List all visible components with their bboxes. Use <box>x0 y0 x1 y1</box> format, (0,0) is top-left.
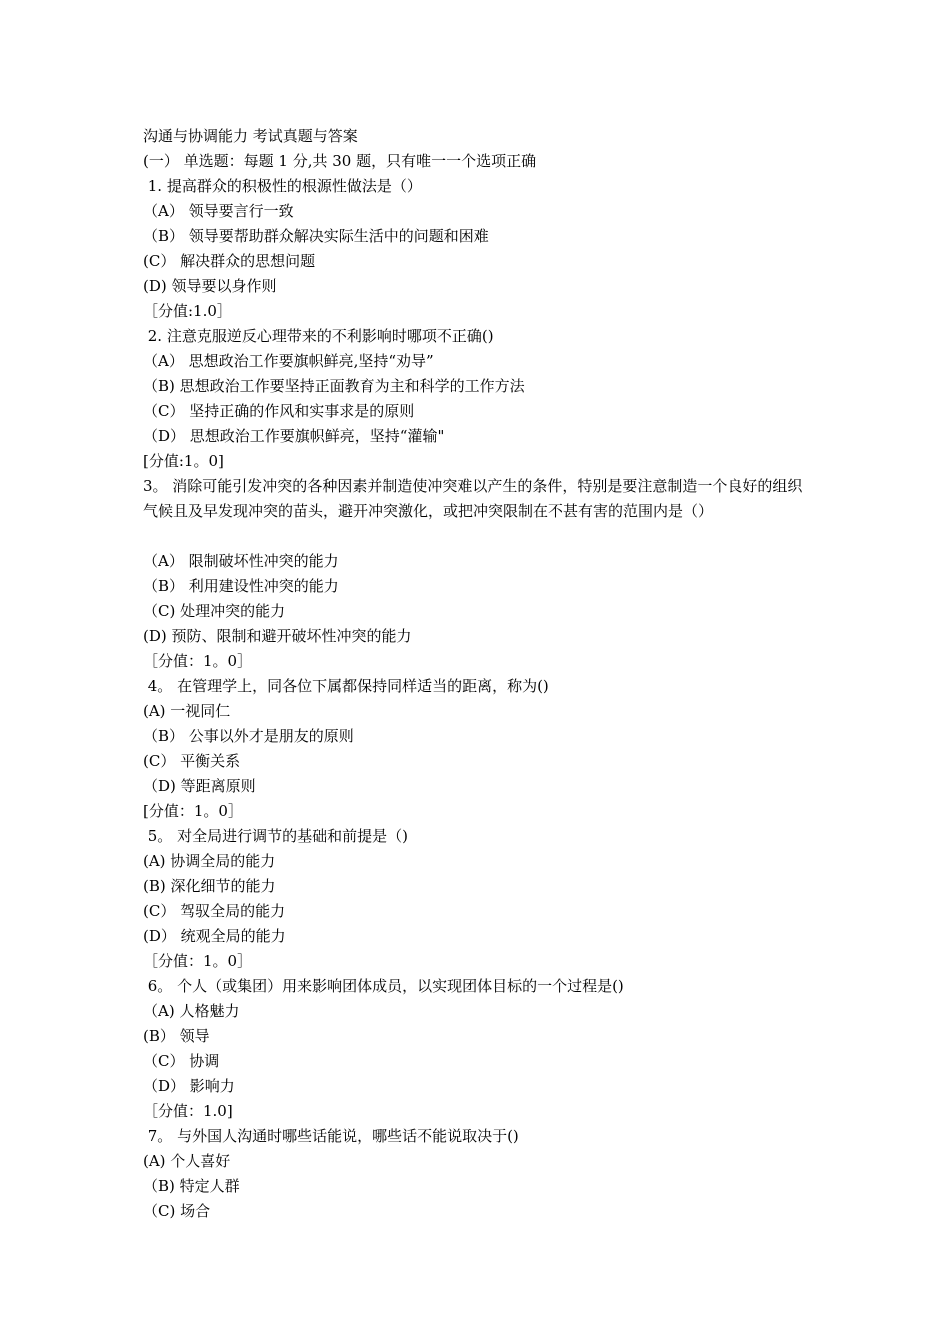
option-c: （C） 坚持正确的作风和实事求是的原则 <box>143 402 415 420</box>
option-b: （B) 特定人群 <box>143 1177 240 1195</box>
option-c: （C） 协调 <box>143 1052 220 1070</box>
option-b: （B） 公事以外才是朋友的原则 <box>143 727 354 745</box>
option-a: (A) 协调全局的能力 <box>143 852 276 870</box>
document-title: 沟通与协调能力 考试真题与答案 <box>143 127 358 145</box>
question-stem: 4。 在管理学上，同各位下属都保持同样适当的距离，称为() <box>143 677 549 695</box>
question-5 <box>143 824 823 974</box>
option-c: (C） 驾驭全局的能力 <box>143 902 286 920</box>
question-stem: 5。 对全局进行调节的基础和前提是（) <box>143 827 408 845</box>
question-score: ［分值：1。0］ <box>143 952 253 970</box>
option-d: (D) 预防、限制和避开破坏性冲突的能力 <box>143 627 412 645</box>
question-6 <box>143 974 823 1124</box>
option-d: （D) 等距离原则 <box>143 777 256 795</box>
question-score: ［分值:1.0］ <box>143 302 232 320</box>
option-c: （C) 场合 <box>143 1202 211 1220</box>
option-d: (D） 统观全局的能力 <box>143 927 286 945</box>
option-d: （D） 影响力 <box>143 1077 235 1095</box>
option-a: (A) 个人喜好 <box>143 1152 231 1170</box>
option-b: （B） 领导要帮助群众解决实际生活中的问题和困难 <box>143 227 489 245</box>
option-d: (D) 领导要以身作则 <box>143 277 277 295</box>
question-stem: 2. 注意克服逆反心理带来的不利影响时哪项不正确() <box>143 327 494 345</box>
option-b: (B) 深化细节的能力 <box>143 877 276 895</box>
option-a: (A) 一视同仁 <box>143 702 231 720</box>
option-a: （A） 思想政治工作要旗帜鲜亮,坚持“劝导” <box>143 352 434 370</box>
option-c: (C） 解决群众的思想问题 <box>143 252 316 270</box>
option-d: （D） 思想政治工作要旗帜鲜亮，坚持“灌输" <box>143 427 445 445</box>
option-c: （C) 处理冲突的能力 <box>143 602 286 620</box>
question-score: [分值:1。0] <box>143 452 224 470</box>
section-heading: (一） 单选题：每题 1 分,共 30 题，只有唯一一个选项正确 <box>143 152 537 170</box>
option-b: （B) 思想政治工作要坚持正面教育为主和科学的工作方法 <box>143 377 525 395</box>
option-b: （B） 利用建设性冲突的能力 <box>143 577 339 595</box>
option-a: （A） 领导要言行一致 <box>143 202 294 220</box>
option-b: (B） 领导 <box>143 1027 210 1045</box>
option-a: （A） 限制破坏性冲突的能力 <box>143 552 339 570</box>
question-1 <box>143 174 823 324</box>
question-stem: 6。 个人（或集团）用来影响团体成员，以实现团体目标的一个过程是() <box>143 977 624 995</box>
question-7 <box>143 1124 823 1224</box>
question-score: [分值：1。0］ <box>143 802 243 820</box>
question-3 <box>143 474 823 674</box>
question-4 <box>143 674 823 824</box>
question-score: ［分值：1。0］ <box>143 652 253 670</box>
question-score: ［分值：1.0] <box>143 1102 233 1120</box>
document-page <box>143 124 823 1224</box>
question-stem: 3。 消除可能引发冲突的各种因素并制造使冲突难以产生的条件，特别是要注意制造一个良好的组织气候且及早发现冲突的苗头，避开冲突激化，或把冲突限制在不甚有害的范围内是（） <box>143 477 803 520</box>
option-c: (C） 平衡关系 <box>143 752 241 770</box>
question-2 <box>143 324 823 474</box>
question-stem: 1. 提高群众的积极性的根源性做法是（） <box>143 177 422 195</box>
option-a: （A) 人格魅力 <box>143 1002 240 1020</box>
question-stem: 7。 与外国人沟通时哪些话能说，哪些话不能说取决于() <box>143 1127 519 1145</box>
